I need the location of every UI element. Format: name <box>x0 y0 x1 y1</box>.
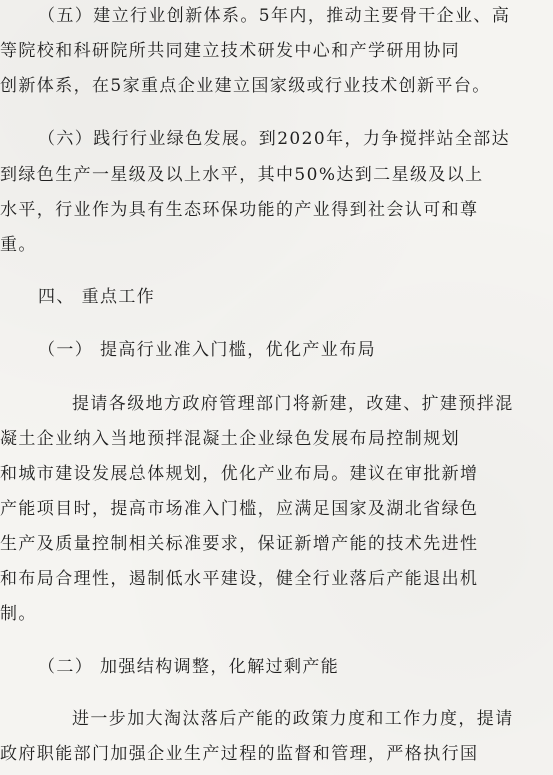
text-line: 提请各级地方政府管理部门将新建，改建、扩建预拌混 <box>72 394 514 414</box>
subsection-heading: （一） 提高行业准入门槛，优化产业布局 <box>38 340 377 360</box>
section-heading: 四、 重点工作 <box>38 287 156 307</box>
text-line: 创新体系，在5家重点企业建立国家级或行业技术创新平台。 <box>0 76 491 96</box>
text-line: 重。 <box>0 235 37 255</box>
text-line: 凝土企业纳入当地预拌混凝土企业绿色发展布局控制规划 <box>0 429 460 449</box>
text-line: 进一步加大淘汰落后产能的政策力度和工作力度，提请 <box>72 709 514 729</box>
text-line: 水平，行业作为具有生态环保功能的产业得到社会认可和尊 <box>0 200 479 220</box>
text-line: 等院校和科研院所共同建立技术研发中心和产学研用协同 <box>0 41 460 61</box>
text-line: 生产及质量控制相关标准要求，保证新增产能的技术先进性 <box>0 534 479 554</box>
text-line: 和城市建设发展总体规划，优化产业布局。建议在审批新增 <box>0 464 479 484</box>
text-line: 制。 <box>0 604 37 624</box>
text-line: 到绿色生产一星级及以上水平，其中50%达到二星级及以上 <box>0 165 484 185</box>
subsection-heading: （二） 加强结构调整，化解过剩产能 <box>38 657 340 677</box>
text-line: （五）建立行业创新体系。5年内，推动主要骨干企业、高 <box>38 6 511 26</box>
text-line: （六）践行行业绿色发展。到2020年，力争搅拌站全部达 <box>38 129 511 149</box>
text-line: 政府职能部门加强企业生产过程的监督和管理，严格执行国 <box>0 744 479 764</box>
text-line: 产能项目时，提高市场准入门槛，应满足国家及湖北省绿色 <box>0 499 479 519</box>
text-line: 和布局合理性，遏制低水平建设，健全行业落后产能退出机 <box>0 569 479 589</box>
